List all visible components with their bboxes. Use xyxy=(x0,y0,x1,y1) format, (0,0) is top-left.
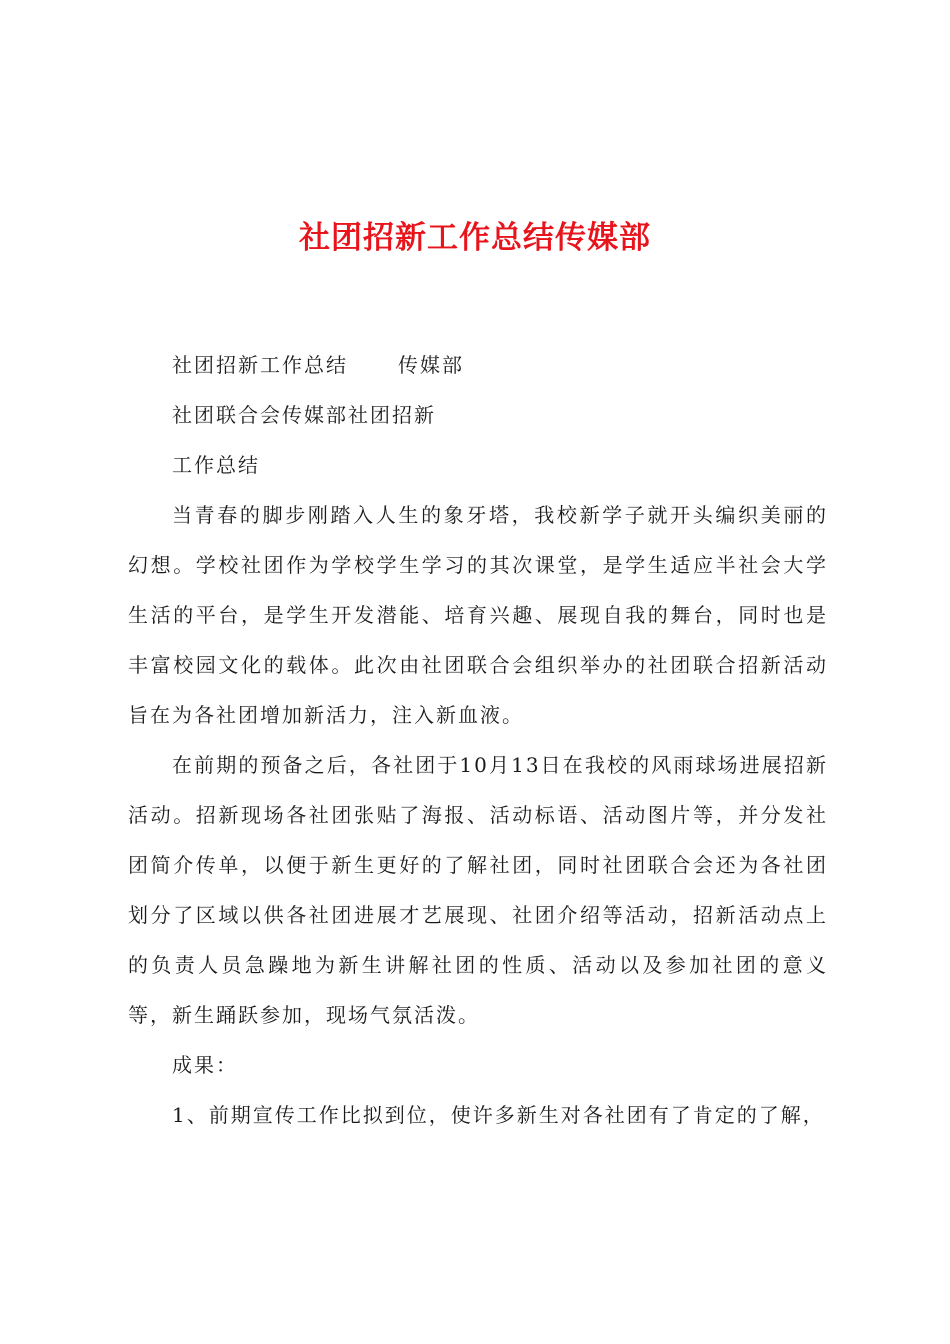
header-line-1-right: 传媒部 xyxy=(398,353,464,377)
header-line-1-left: 社团招新工作总结 xyxy=(172,353,348,377)
paragraph-activity: 在前期的预备之后，各社团于10月13日在我校的风雨球场进展招新活动。招新现场各社团张贴了海报、活动标语、活动图片等，并分发社团简介传单，以便于新生更好的了解社团，同时社团联合会还为各社团划分了区域以供各社团进展才艺展现、社团介绍等活动，招新活动点上的负责人员急躁地为新生讲解社团的性质、活动以及参加社团的意义等，新生踊跃参加，现场气氛活泼。 xyxy=(128,753,828,1027)
header-line-3: 工作总结 xyxy=(172,453,260,477)
document-body xyxy=(128,340,828,1140)
paragraph-intro: 当青春的脚步刚踏入人生的象牙塔，我校新学子就开头编织美丽的幻想。学校社团作为学校学生学习的其次课堂，是学生适应半社会大学生活的平台，是学生开发潜能、培育兴趣、展现自我的舞台，同时也是丰富校园文化的载体。此次由社团联合会组织举办的社团联合招新活动旨在为各社团增加新活力，注入新血液。 xyxy=(128,503,828,727)
header-line-1 xyxy=(128,340,828,390)
results-heading: 成果： xyxy=(172,1053,238,1077)
header-line-2: 社团联合会传媒部社团招新 xyxy=(172,403,436,427)
document-title: 社团招新工作总结传媒部 xyxy=(299,220,651,256)
result-item-1: 1、前期宣传工作比拟到位，使许多新生对各社团有了肯定的了解， xyxy=(172,1103,825,1127)
